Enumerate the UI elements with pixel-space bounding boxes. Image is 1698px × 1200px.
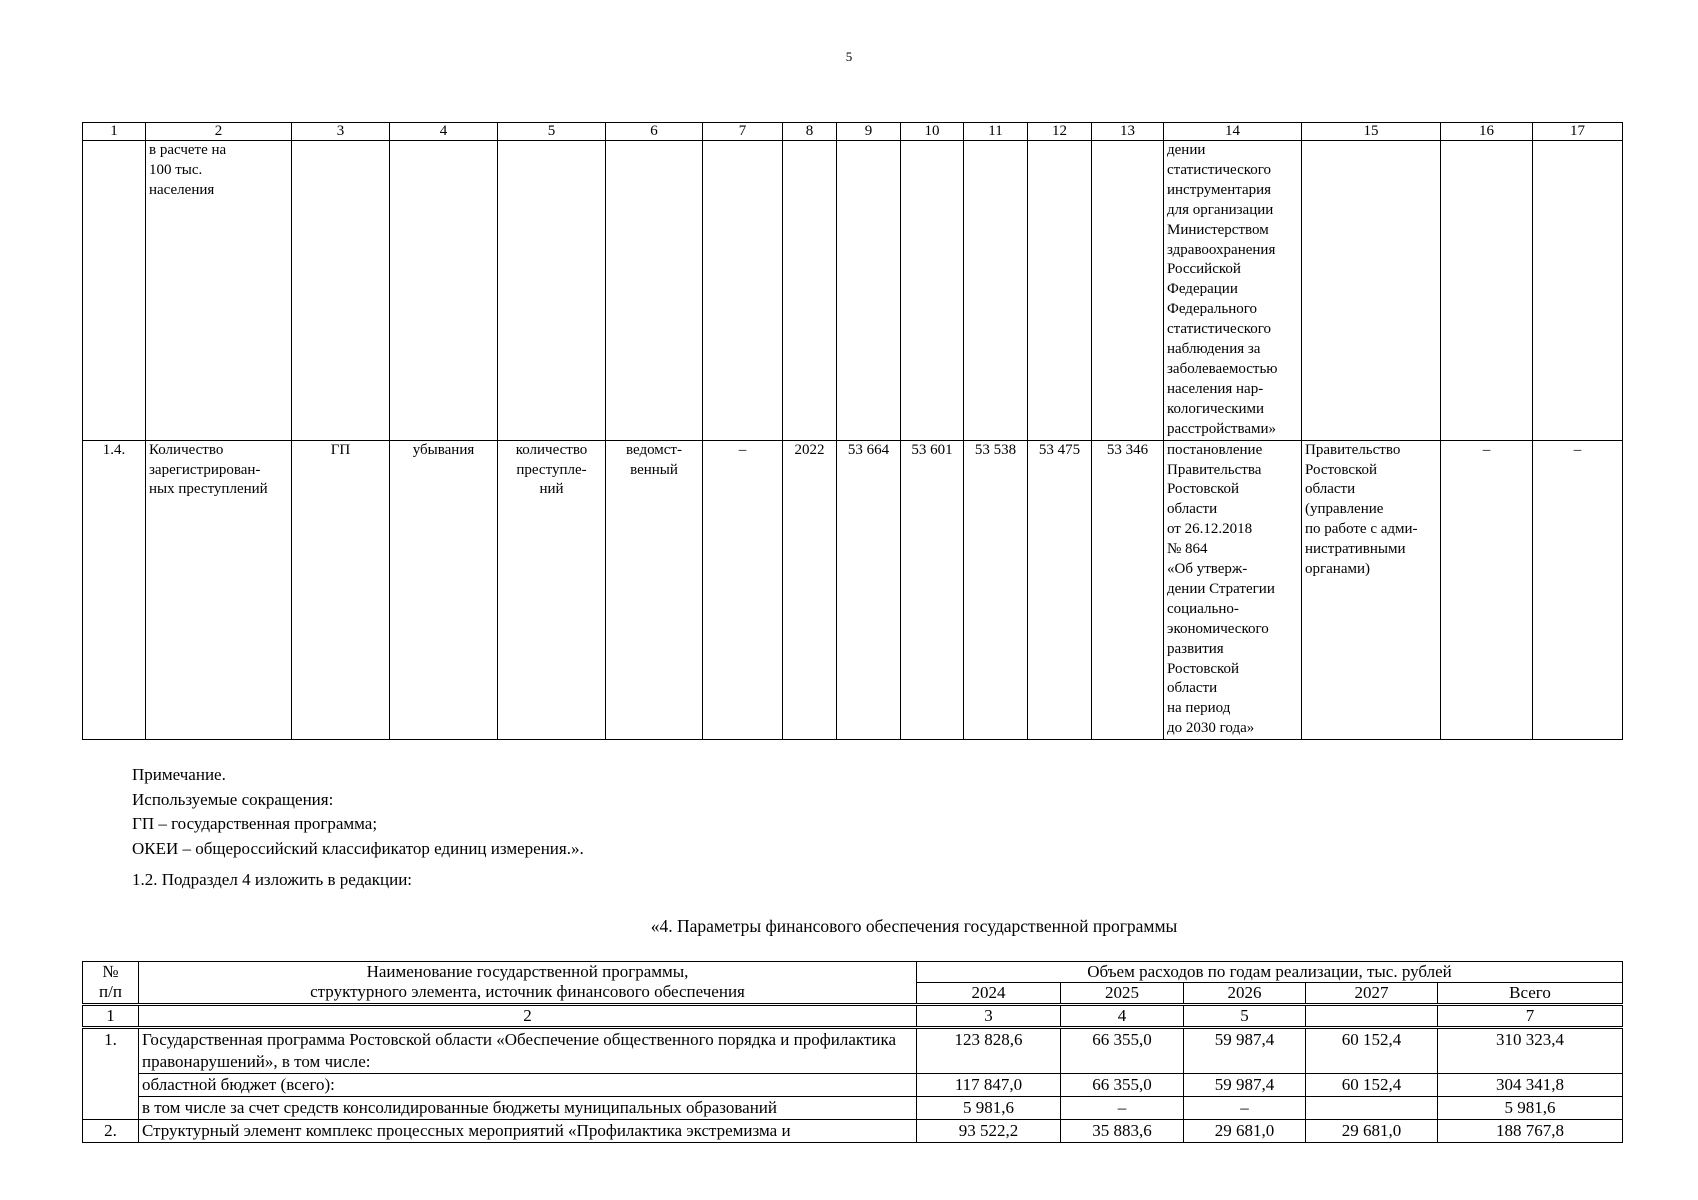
note-title: Примечание.: [132, 765, 226, 784]
header-year: 2025: [1061, 983, 1184, 1005]
col-header: 17: [1533, 123, 1623, 141]
cell-value: 29 681,0: [1184, 1120, 1306, 1143]
cell-value: 53 346: [1092, 440, 1164, 740]
col-header: 11: [964, 123, 1028, 141]
cell-total: 188 767,8: [1438, 1120, 1623, 1143]
note-line: ГП – государственная программа;: [132, 814, 378, 833]
header-number: № п/п: [83, 962, 139, 1005]
header-year: 2024: [917, 983, 1061, 1005]
cell-system: –: [1533, 440, 1623, 740]
col-header: 7: [703, 123, 783, 141]
cell-value: 35 883,6: [1061, 1120, 1184, 1143]
row-name: Государственная программа Ростовской области «Обеспечение общественного порядка и профилактика правонарушений», в том числе:: [139, 1028, 917, 1074]
cell-value: 93 522,2: [917, 1120, 1061, 1143]
col-number: 3: [917, 1005, 1061, 1028]
cell-link: –: [1441, 440, 1533, 740]
cell-total: 310 323,4: [1438, 1028, 1623, 1074]
col-number: 5: [1184, 1005, 1306, 1028]
col-number: 1: [83, 1005, 139, 1028]
col-header: 3: [292, 123, 390, 141]
cell-indicator-name: в расчете на 100 тыс. населения: [146, 141, 292, 441]
row-name: в том числе за счет средств консолидированные бюджеты муниципальных образований: [139, 1097, 917, 1120]
cell-value: 5 981,6: [917, 1097, 1061, 1120]
header-year: 2026: [1184, 983, 1306, 1005]
header-row: [83, 962, 1623, 983]
col-header: 5: [498, 123, 606, 141]
cell-value: 53 538: [964, 440, 1028, 740]
cell-value: 66 355,0: [1061, 1074, 1184, 1097]
cell-value: 53 475: [1028, 440, 1092, 740]
row-name: Структурный элемент комплекс процессных мероприятий «Профилактика экстремизма и: [139, 1120, 917, 1143]
indicators-table: [82, 122, 1623, 740]
cell-value: 29 681,0: [1306, 1120, 1438, 1143]
col-header: 4: [390, 123, 498, 141]
col-header: 8: [783, 123, 837, 141]
cell-type: ведомст- венный: [606, 440, 703, 740]
column-number-row: [83, 123, 1623, 141]
col-header: 9: [837, 123, 901, 141]
column-number-row: [83, 1005, 1623, 1028]
cell-value: 59 987,4: [1184, 1028, 1306, 1074]
col-number: 7: [1438, 1005, 1623, 1028]
cell-total: 304 341,8: [1438, 1074, 1623, 1097]
table-row: [83, 1028, 1623, 1074]
note-block: [132, 763, 584, 861]
table-row: [83, 141, 1623, 441]
cell-trend: убывания: [390, 440, 498, 740]
col-header: 2: [146, 123, 292, 141]
table-row: [83, 1120, 1623, 1143]
table-row: [83, 1074, 1623, 1097]
cell-value: [1306, 1097, 1438, 1120]
col-header: 16: [1441, 123, 1533, 141]
cell-indicator-name: Количество зарегистрирован- ных преступлений: [146, 440, 292, 740]
cell-level: ГП: [292, 440, 390, 740]
cell-value: 117 847,0: [917, 1074, 1061, 1097]
cell-document: дении статистического инструментария для организации Министерством здравоохранения Российской Федерации Федерального статистического наблюдения за заболеваемостью населения нар- кологическими расстройствами»: [1164, 141, 1302, 441]
note-line: Используемые сокращения:: [132, 789, 334, 809]
cell-unit: количество преступле- ний: [498, 440, 606, 740]
col-header: 14: [1164, 123, 1302, 141]
header-volume: Объем расходов по годам реализации, тыс. рублей: [917, 962, 1623, 983]
col-number: 4: [1061, 1005, 1184, 1028]
col-header: 13: [1092, 123, 1164, 141]
cell-number: [83, 141, 146, 441]
row-name: областной бюджет (всего):: [139, 1074, 917, 1097]
col-number: 2: [139, 1005, 917, 1028]
table-row: [83, 1097, 1623, 1120]
page-number: 5: [845, 49, 853, 64]
row-number: 1.: [83, 1028, 139, 1120]
cell-base-year: 2022: [783, 440, 837, 740]
cell-value: 60 152,4: [1306, 1074, 1438, 1097]
cell-value: –: [1061, 1097, 1184, 1120]
note-line: ОКЕИ – общероссийский классификатор единиц измерения.».: [132, 838, 584, 858]
cell-value: 123 828,6: [917, 1028, 1061, 1074]
cell-responsible: Правительство Ростовской области (управление по работе с адми- нистративными органами): [1302, 440, 1441, 740]
col-number: [1306, 1005, 1438, 1028]
section-title: «4. Параметры финансового обеспечения государственной программы: [650, 916, 1178, 936]
financing-table: [82, 961, 1623, 1143]
cell-value: –: [1184, 1097, 1306, 1120]
header-name: Наименование государственной программы, структурного элемента, источник финансового обеспечения: [139, 962, 917, 1005]
cell-value: 66 355,0: [1061, 1028, 1184, 1074]
col-header: 12: [1028, 123, 1092, 141]
header-year: 2027: [1306, 983, 1438, 1005]
row-number: 2.: [83, 1120, 139, 1143]
header-total: Всего: [1438, 983, 1623, 1005]
cell-okei: –: [703, 440, 783, 740]
section-intro: 1.2. Подраздел 4 изложить в редакции:: [132, 870, 413, 889]
cell-number: 1.4.: [83, 440, 146, 740]
col-header: 10: [901, 123, 964, 141]
cell-value: 59 987,4: [1184, 1074, 1306, 1097]
cell-value: 53 664: [837, 440, 901, 740]
cell-total: 5 981,6: [1438, 1097, 1623, 1120]
col-header: 6: [606, 123, 703, 141]
col-header: 15: [1302, 123, 1441, 141]
cell-value: 60 152,4: [1306, 1028, 1438, 1074]
cell-value: 53 601: [901, 440, 964, 740]
cell-document: постановление Правительства Ростовской области от 26.12.2018 № 864 «Об утверж- дении Стратегии социально- экономического развития Ростовской области на период до 2030 года»: [1164, 440, 1302, 740]
table-row: [83, 440, 1623, 740]
col-header: 1: [83, 123, 146, 141]
